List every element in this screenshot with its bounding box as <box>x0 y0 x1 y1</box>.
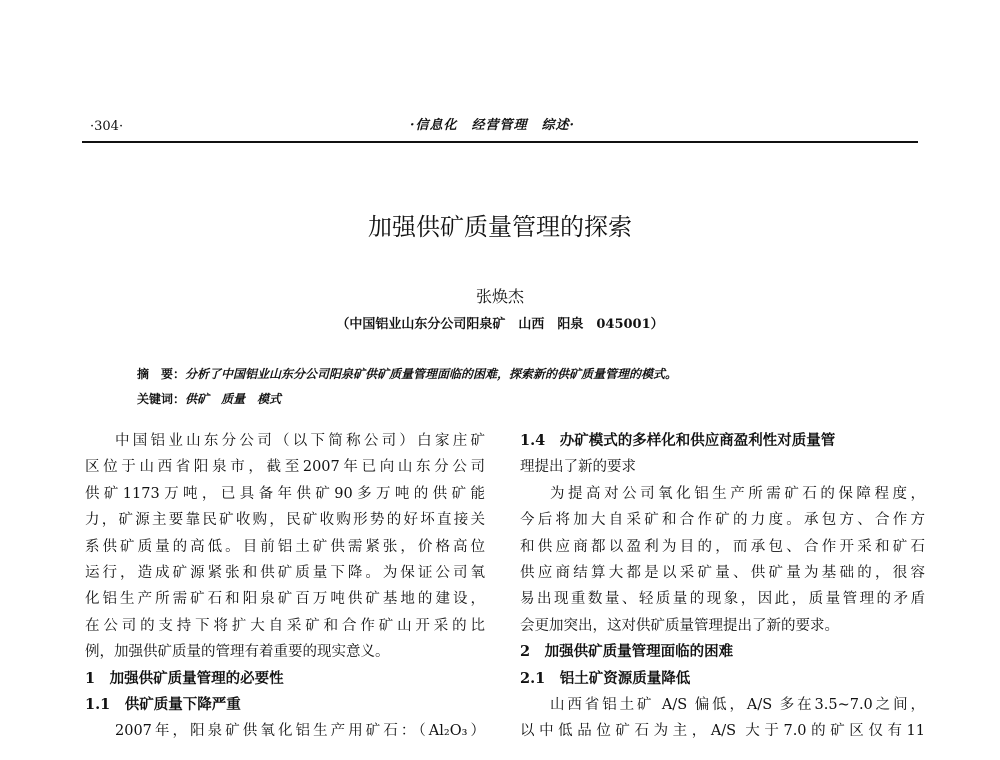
page-number: ·304· <box>90 119 124 134</box>
body-line: 区位于山西省阳泉市，截至2007年已向山东分公司 <box>85 459 485 476</box>
left-column <box>85 428 485 745</box>
section-heading: 1 加强供矿质量管理的必要性 <box>85 669 284 687</box>
abstract-text: 分析了中国铝业山东分公司阳泉矿供矿质量管理面临的困难，探索新的供矿质量管理的模式。 <box>185 367 678 381</box>
journal-section-header: ·信息化 经营管理 综述· <box>410 118 576 133</box>
body-line: 易出现重数量、轻质量的现象，因此，质量管理的矛盾 <box>520 591 925 608</box>
subsection-heading-cont: 理提出了新的要求 <box>520 459 636 476</box>
body-line: 中国铝业山东分公司（以下简称公司）白家庄矿 <box>115 433 485 449</box>
body-line: 以中低品位矿石为主，A/S 大于7.0的矿区仅有11 <box>520 723 925 740</box>
header-rule <box>82 141 918 143</box>
body-line: 化铝生产所需矿石和阳泉矿百万吨供矿基地的建设， <box>85 591 485 608</box>
body-line: 供矿1173万吨，已具备年供矿90多万吨的供矿能 <box>85 485 485 502</box>
keywords <box>137 390 281 407</box>
subsection-heading: 1.1 供矿质量下降严重 <box>85 695 241 713</box>
body-line: 供应商结算大都是以采矿量、供矿量为基础的，很容 <box>520 564 925 581</box>
right-column <box>520 428 925 745</box>
body-line: 力，矿源主要靠民矿收购，民矿收购形势的好坏直接关 <box>85 512 485 529</box>
body-line: 例，加强供矿质量的管理有着重要的现实意义。 <box>85 644 390 661</box>
abstract-label: 摘 要： <box>137 367 186 381</box>
subsection-heading: 1.4 办矿模式的多样化和供应商盈利性对质量管 <box>520 432 836 449</box>
abstract <box>137 365 677 382</box>
article-title: 加强供矿质量管理的探索 <box>368 213 632 241</box>
body-line: 今后将加大自采矿和合作矿的力度。承包方、合作方 <box>520 512 925 529</box>
subsection-heading: 2.1 铝土矿资源质量降低 <box>520 669 691 687</box>
author-affiliation: （中国铝业山东分公司阳泉矿 山西 阳泉 045001） <box>336 317 664 332</box>
body-line: 运行，造成矿源紧张和供矿质量下降。为保证公司氧 <box>85 564 485 581</box>
body-line: 和供应商都以盈利为目的，而承包、合作开采和矿石 <box>520 538 925 555</box>
body-line: 为提高对公司氧化铝生产所需矿石的保障程度， <box>550 485 925 502</box>
keywords-text: 供矿 质量 模式 <box>185 392 282 406</box>
body-line: 山西省铝土矿 A/S 偏低，A/S 多在3.5~7.0之间， <box>550 696 925 713</box>
article-author: 张焕杰 <box>475 287 524 306</box>
body-line: 在公司的支持下将扩大自采矿和合作矿山开采的比 <box>85 617 485 634</box>
section-heading: 2 加强供矿质量管理面临的困难 <box>520 643 734 661</box>
keywords-label: 关键词： <box>137 392 186 406</box>
body-line: 2007年，阳泉矿供氧化铝生产用矿石：（Al₂O₃） <box>115 723 485 740</box>
body-line: 系供矿质量的高低。目前铝土矿供需紧张，价格高位 <box>85 538 485 555</box>
body-line: 会更加突出，这对供矿质量管理提出了新的要求。 <box>520 617 839 634</box>
